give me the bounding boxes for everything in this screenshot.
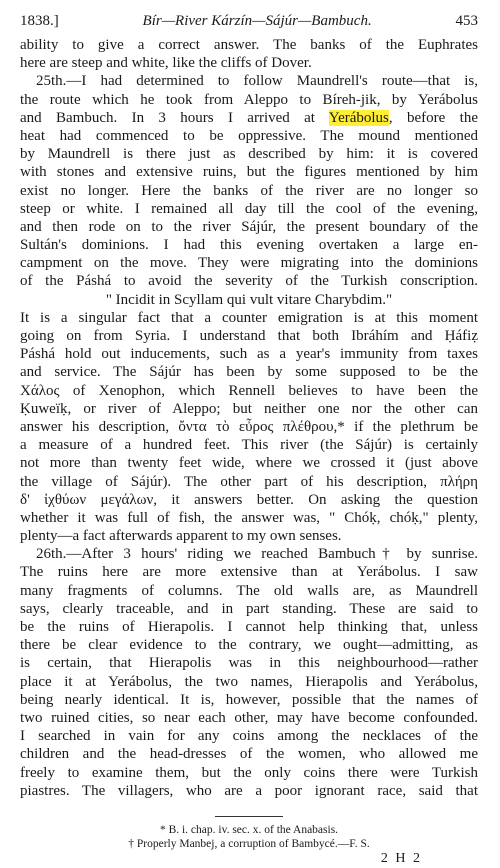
- text-line: here are steep and white, like the cliffs of Dover.: [20, 55, 312, 72]
- page-header: [20, 12, 478, 32]
- text-line: with stones and extensive ruins, but the figures mentioned by him: [20, 164, 478, 181]
- text-line: " Incidit in Scyllam qui vult vitare Charybdim.": [105, 291, 393, 308]
- text-line: is certain, that Hierapolis was in this neighbourhood—rather: [20, 655, 478, 672]
- footnote-1: * B. i. chap. iv. sec. x. of the Anabasis.: [159, 823, 339, 836]
- text-line: being nearly identical. It is, however, possible that the names of: [20, 691, 478, 708]
- text-line: place it at Yerábolus, the two names, Hierapolis and Yerábolus,: [20, 673, 478, 690]
- text-line: exist no longer. Here the banks of the river are no longer so: [20, 182, 478, 199]
- text-line: children and the head-dresses of the women, who allowed me: [20, 746, 478, 763]
- footnotes: [20, 823, 478, 851]
- text-line: plenty—a fact afterwards apparent to my own senses.: [20, 528, 342, 545]
- text-line: 25th.—I had determined to follow Maundrell's route—that is,: [36, 73, 478, 90]
- text-line: be the ruins of Hierapolis. I cannot help thinking that, unless: [20, 619, 478, 635]
- text-line: whether it was full of fish, the answer was, " Chóḳ, chóḳ," plenty,: [20, 509, 478, 526]
- text-line: not more than twenty feet wide, where we crossed it (just above: [20, 455, 478, 472]
- text-line: there be clear evidence to the contrary, we ought—admitting, as: [20, 637, 478, 654]
- page-number: 453: [455, 13, 478, 29]
- text-line: campment on the move. They were migrating into the dominions: [20, 255, 478, 272]
- text-line: ability to give a correct answer. The banks of the Euphrates: [20, 37, 478, 53]
- footnote-2: † Properly Manbej, a corruption of Bambycé.—F. S.: [128, 837, 370, 850]
- text-line: says, clearly traceable, and in part standing. These are said to: [20, 600, 478, 617]
- text-line: I searched in vain for any coins among the necklaces of the: [20, 728, 478, 745]
- text-line: The ruins here are more extensive than at Yerábolus. I saw: [20, 564, 478, 581]
- text-line: piastres. The villagers, who are a poor ignorant race, said that: [20, 782, 478, 799]
- text-line: many fragments of columns. The old walls are, as Maundrell: [20, 582, 478, 599]
- text-line: and service. The Sájúr has been by some supposed to be the: [20, 364, 478, 381]
- running-title: Bír—River Kárzín—Sájúr—Bambuch.: [142, 13, 372, 29]
- text-line: Ḳuweïḳ, or river of Aleppo; but neither one nor the other can: [20, 400, 478, 417]
- text-line: freely to examine them, but the only coins there were Turkish: [20, 764, 478, 781]
- text-line: going on from Syria. I understand that both Ibráhím and Ḥáfiẓ: [20, 328, 478, 344]
- text-line: two ruined cities, so near each other, may have become confounded.: [20, 709, 478, 726]
- signature-mark: 2 H 2: [380, 850, 422, 866]
- text-line: Sultán's dominions. I had this evening overtaken a large en-: [20, 237, 478, 254]
- text-line: by Maundrell is there just as described by him: it is covered: [20, 146, 478, 163]
- text-line: answer his description, ὄντα τὸ εὖρος πλέθρου,* if the plethrum be: [20, 418, 478, 435]
- text-line: and then rode on to the river Sájúr, the present boundary of the: [20, 218, 478, 235]
- text-line: 26th.—After 3 hours' riding we reached Bambuch† by sunrise.: [36, 546, 478, 563]
- text-line: the route which he took from Aleppo to Bíreh-jik, by Yerábolus: [20, 91, 478, 108]
- text-line: heat had commenced to be oppressive. The mound mentioned: [20, 127, 478, 144]
- highlighted-word: Yerábolus: [328, 109, 389, 126]
- text-line: of the Páshá to avoid the severity of the Turkish conscription.: [20, 273, 478, 290]
- text-line: steep or white. I remained all day till the cool of the evening,: [20, 200, 478, 217]
- text-line: Páshá hold out inducements, such as a year's immunity from taxes: [20, 346, 478, 363]
- footnote-divider: [215, 816, 283, 817]
- body-text: [20, 36, 478, 800]
- text-line: and Bambuch. In 3 hours I arrived at Yerábolus, before the: [20, 109, 478, 126]
- text-line: the village of Sájúr). The other part of his description, πλήρη: [20, 473, 478, 490]
- text-line: a measure of a hundred feet. This river (the Sájúr) is certainly: [20, 437, 478, 454]
- text-line: δ' ἰχθύων μεγάλων, it answers better. On asking the question: [20, 491, 478, 508]
- text-line: It is a singular fact that a counter emigration is at this moment: [20, 309, 478, 326]
- header-year: 1838.]: [20, 13, 59, 29]
- text-line: Χάλος of Xenophon, which Rennell believes to have been the: [20, 382, 478, 399]
